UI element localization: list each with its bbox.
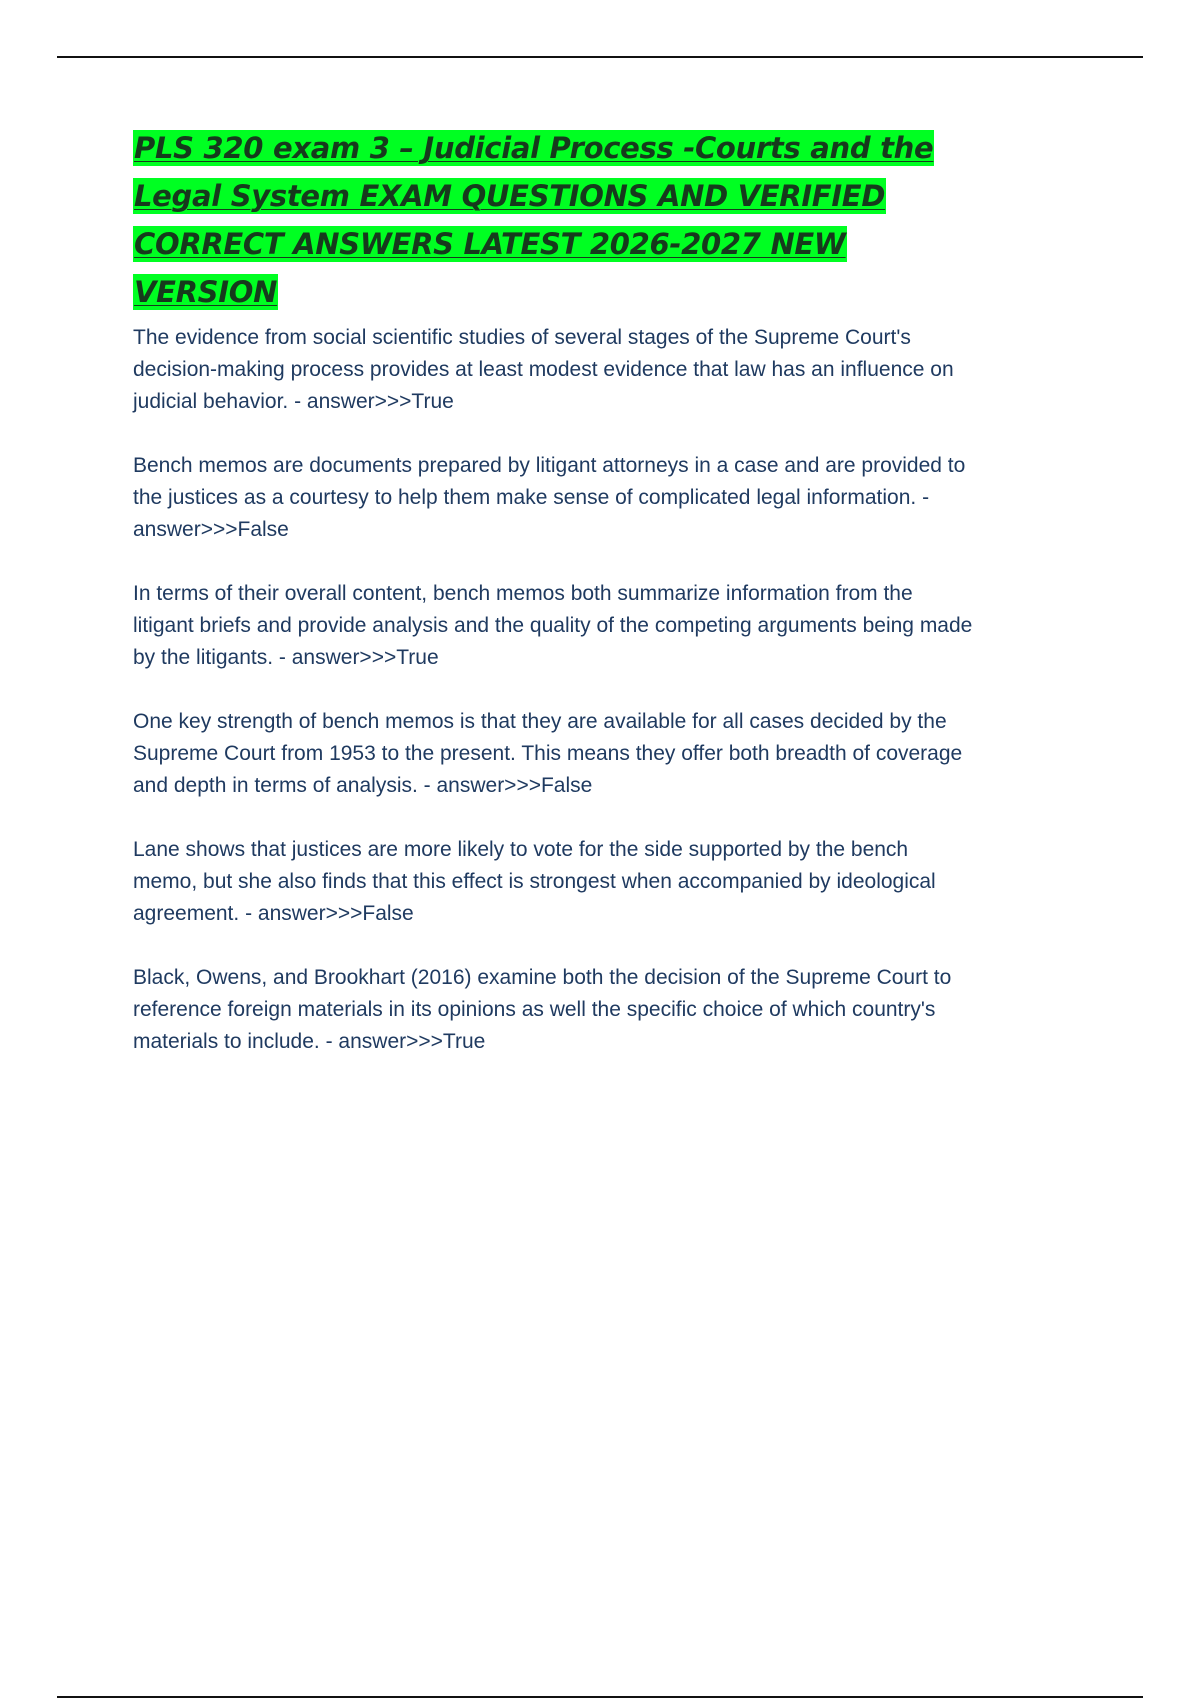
qa-item: One key strength of bench memos is that they are available for all cases decided by the Supreme Court from 1953 to the present. This means they offer both breadth of coverage and depth in terms of analysis. - answer>>>False: [133, 710, 963, 797]
document-body: [133, 124, 973, 1090]
qa-item: Lane shows that justices are more likely to vote for the side supported by the bench memo, but she also finds that this effect is strongest when accompanied by ideological agreement. - answer>>>False: [133, 838, 936, 925]
bottom-rule: [57, 1696, 1143, 1698]
qa-item: Black, Owens, and Brookhart (2016) examine both the decision of the Supreme Court to reference foreign materials in its opinions as well the specific choice of which country's materials to include. - answer>>>True: [133, 966, 952, 1053]
qa-item: The evidence from social scientific studies of several stages of the Supreme Court's decision-making process provides at least modest evidence that law has an influence on judicial behavior. - answer>>>True: [133, 326, 954, 413]
document-title: [133, 124, 973, 316]
qa-item: Bench memos are documents prepared by litigant attorneys in a case and are provided to the justices as a courtesy to help them make sense of complicated legal information. - answer>>>False: [133, 454, 966, 541]
document-title-highlight: PLS 320 exam 3 – Judicial Process -Courts and the Legal System EXAM QUESTIONS AND VERIFIED CORRECT ANSWERS LATEST 2026-2027 NEW VERSION: [134, 131, 934, 309]
qa-item: In terms of their overall content, bench memos both summarize information from the litigant briefs and provide analysis and the quality of the competing arguments being made by the litigants. - answer>>>True: [133, 582, 973, 669]
top-rule: [57, 56, 1143, 58]
